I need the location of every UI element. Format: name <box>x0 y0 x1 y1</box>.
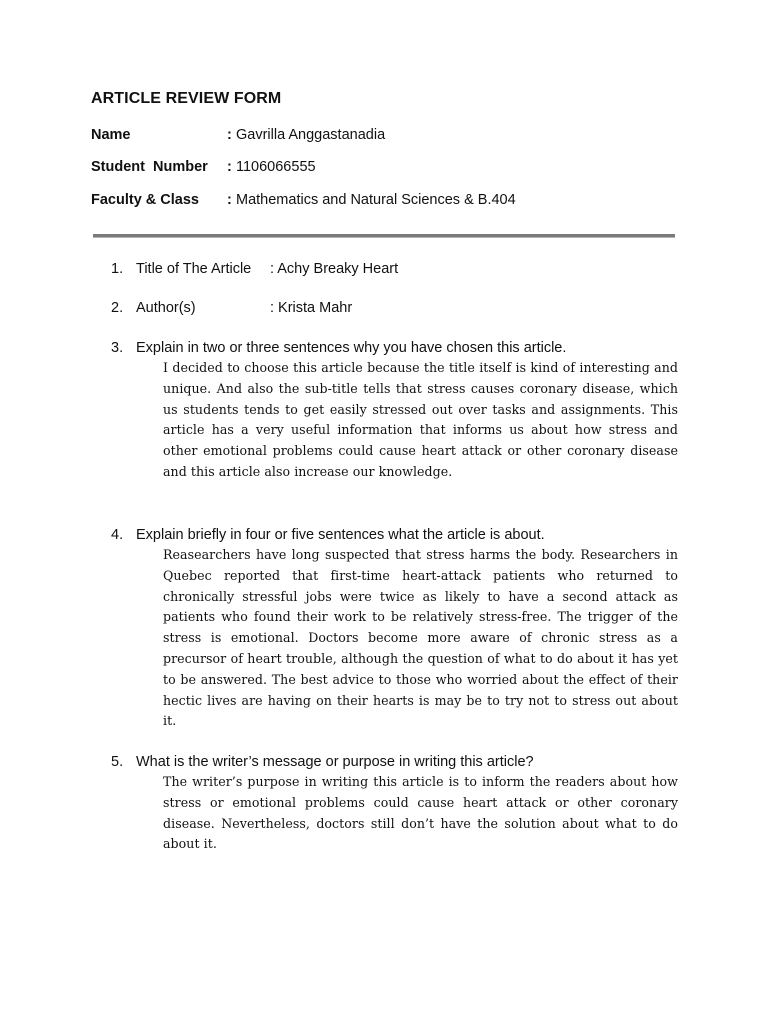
question-label: Explain in two or three sentences why you have chosen this article. <box>136 340 567 356</box>
author-value: : Krista Mahr <box>270 300 353 316</box>
question-number: 1. <box>111 261 124 277</box>
answer-3: I decided to choose this article because the title itself is kind of interesting and unique. And also the sub-title tells that stress causes coronary disease, which us students tends to get easily stressed out over tasks and assignments. This article has a very useful information that informs us about how stress and other emotional problems could cause heart attack or other coronary disease and this article also increase our knowledge. <box>163 360 678 479</box>
name-label: Name <box>91 127 131 143</box>
question-label: Author(s) <box>136 300 196 316</box>
question-label: Explain briefly in four or five sentences what the article is about. <box>136 527 545 543</box>
faculty-class-colon: : <box>227 192 232 208</box>
question-number: 2. <box>111 300 124 316</box>
article-title-value: : Achy Breaky Heart <box>270 261 399 277</box>
question-number: 4. <box>111 527 124 543</box>
student-number-value: 1106066555 <box>236 159 316 175</box>
student-number-colon: : <box>227 159 232 175</box>
question-number: 3. <box>111 340 124 356</box>
faculty-class-value: Mathematics and Natural Sciences & B.404 <box>236 192 516 208</box>
question-label: What is the writer’s message or purpose in writing this article? <box>136 754 534 770</box>
answer-5: The writer’s purpose in writing this article is to inform the readers about how stress or emotional problems could cause heart attack or other coronary disease. Nevertheless, doctors still don’t have the solution about what to do about it. <box>163 774 678 852</box>
student-number-label: Student Number <box>91 159 208 175</box>
name-value: Gavrilla Anggastanadia <box>236 127 386 143</box>
question-label: Title of The Article <box>136 261 252 277</box>
form-title: ARTICLE REVIEW FORM <box>91 90 282 107</box>
question-number: 5. <box>111 754 124 770</box>
name-colon: : <box>227 127 232 143</box>
faculty-class-label: Faculty & Class <box>91 192 199 208</box>
answer-4: Reasearchers have long suspected that stress harms the body. Researchers in Quebec reported that first-time heart-attack patients who returned to chronically stressful jobs were twice as likely to have a second attack as patients who found their work to be relatively stress-free. The trigger of the stress is emotional. Doctors become more aware of chronic stress as a precursor of heart trouble, although the question of what to do about it has yet to be answered. The best advice to those who worried about the effect of their hectic lives are having on their hearts is may be to try not to stress out about it. <box>163 547 678 729</box>
section-divider <box>93 234 675 237</box>
